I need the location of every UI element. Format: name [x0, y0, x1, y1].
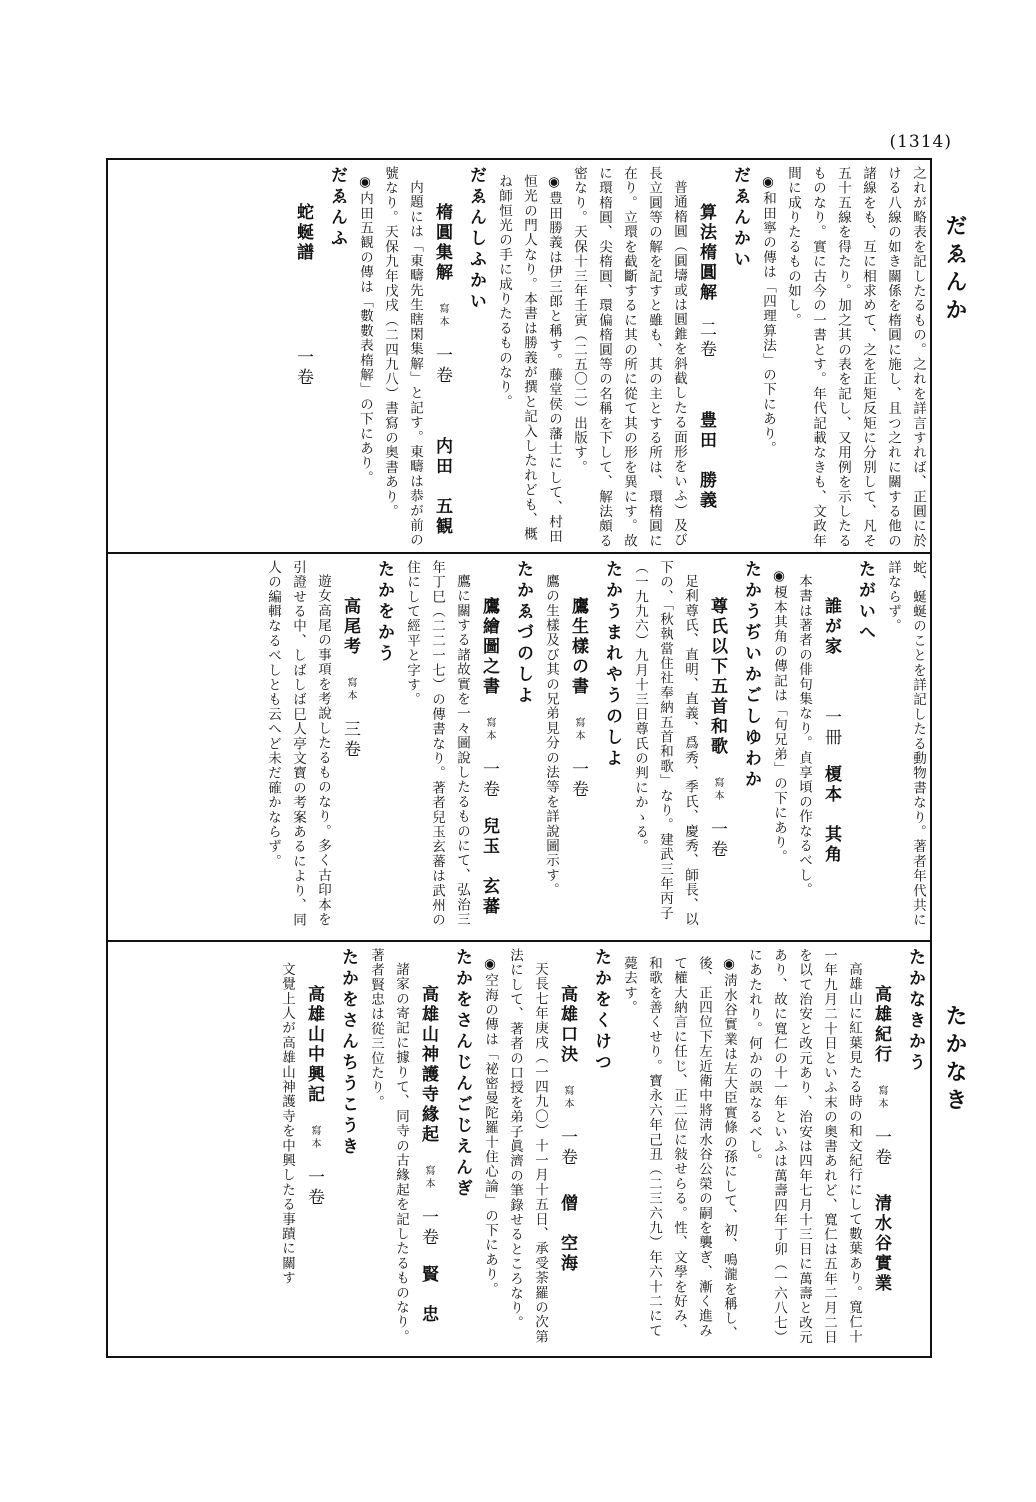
section-divider	[108, 552, 930, 554]
entry-volume: 一卷	[871, 1128, 891, 1169]
entry-heading: たかなきかう	[905, 948, 925, 1074]
entry-title: 高雄山中興記	[304, 985, 324, 1106]
entry-title: 算法楕圓解	[696, 203, 716, 304]
entry-format: 寫本	[345, 677, 356, 704]
entry-title-line	[816, 597, 846, 936]
entry-heading: たかをさんじんごじえんぎ	[452, 948, 472, 1200]
entry-title: 楕圓集解	[432, 203, 452, 284]
entry-title-line	[563, 597, 593, 936]
entry-title-line	[335, 597, 365, 936]
entry-reference: ◉榎本其角の傳記は「句兄弟」の下にあり。	[771, 568, 787, 865]
margin-heading-da: だゑんか	[942, 214, 968, 326]
entry-format: 寫本	[876, 1085, 887, 1112]
entry-heading: だゑんしふかい	[466, 166, 486, 313]
entry-title: 高尾考	[340, 597, 360, 658]
entry-text: 諸家の寄記に據りて、同寺の古緣起を記したるものなり。著者賢忠は從三位たり。	[368, 948, 409, 1344]
entry-heading: たかゑづのしよ	[513, 560, 533, 707]
section-divider	[108, 940, 930, 942]
entry-title-line	[691, 203, 721, 550]
entry-text: 文覺上人が高雄山神護寺を中興したる事蹟に關す	[279, 961, 295, 1285]
entry-text: 高雄山に紅葉見たる時の和文紀行にして數葉あり。寬仁十一年九月二十日といふ末の奥書あれど、寬仁は五年二月二日を以て治安と改元あり、治安は四年七月十三日に萬壽と改元あり、故に寬仁の十一年といふは萬壽四年丁卯（一六八七）にあたれり。何かの誤なるべし。	[746, 948, 862, 1345]
entry-title: 鷹繪圖之書	[479, 597, 499, 698]
page-number: (1314)	[889, 132, 952, 152]
entry-author: 榎本 其角	[821, 765, 841, 866]
entry-format: 寫本	[573, 717, 584, 744]
entry-heading: だゑんふ	[327, 166, 347, 250]
entry-text: 遊女高尾の事項を考說したるものなり。多く古印本を引證せる中、しばしば巳人亭文寶の考案あるにより、同人の編輯なるべしとも云へど未だ確かならず。	[265, 560, 331, 928]
entry-title-line	[552, 985, 582, 1352]
entry-volume: 一卷	[707, 820, 727, 861]
entry-title: 誰が家	[821, 597, 841, 658]
entry-heading: たかうまれやうのしよ	[602, 560, 622, 770]
entry-reference: ◉空海の傳は「祕密曼陀羅十住心論」の下にあり。	[482, 956, 498, 1297]
entry-text: 鷹の生樣及び其の兄弟見分の法等を詳說圖示す。	[543, 573, 559, 897]
entry-title-line	[866, 985, 896, 1352]
entry-volume: 一卷	[479, 760, 499, 801]
entry-volume: 一冊	[821, 708, 841, 749]
entry-author: 豊田 勝義	[696, 411, 716, 512]
section-bottom	[120, 948, 930, 1352]
entry-text: 普通楕圓（圓壔或は圓錐を斜截したる面形をいふ）及び長立圓等の解を記すと雖も、其の主とする所は、環楕圓に在り。立環を截斷するに其の所に從て其の形を異にす。故に環楕圓、尖楕圓、環偏楕圓等の名稱を下して、解法頗る密なり。天保十三年壬寅（二五〇二）出版す。	[571, 166, 687, 549]
entry-format: 寫本	[712, 777, 723, 804]
entry-format: 寫本	[484, 717, 495, 744]
entry-volume: 一卷	[432, 346, 452, 387]
entry-volume: 一卷	[418, 1208, 438, 1249]
entry-reference: ◉和田寧の傳は「四理算法」の下にあり。	[760, 174, 776, 456]
section-middle	[120, 560, 930, 936]
entry-reference: ◉内田五観の傳は「數數表楕解」の下にあり。	[357, 174, 373, 486]
entry-heading: たがいへ	[855, 560, 875, 644]
entry-author: 僧 空海	[557, 1193, 577, 1274]
entry-title: 高雄口決	[557, 985, 577, 1066]
entry-text: 内題には「東疇先生瞎閑集解」と記す。東疇は恭が前の號なり。天保九年戊戌（二四九八）書寫の奥書あり。	[382, 166, 423, 547]
entry-heading: だゑんかい	[730, 166, 750, 271]
entry-author: 清水谷實業	[871, 1193, 891, 1294]
entry-volume: 一卷	[304, 1168, 324, 1209]
entry-title-line	[427, 203, 457, 550]
entry-format: 寫本	[562, 1085, 573, 1112]
entry-text: 足利尊氏、直明、直義、爲秀、季氏、慶秀、師長、以下の、「秋執當住社奉納五首和歌」なり。建武三年丙子（一九九六）九月十三日尊氏の判にかゝる。	[632, 560, 698, 927]
entry-title: 高雄紀行	[871, 985, 891, 1066]
entry-text: 天長七年庚戌（一四九〇）十一月十五日、承受荼羅の次第法にして、著者の口授を弟子眞濟の筆錄せるところなり。	[507, 948, 548, 1344]
entry-title-line	[288, 203, 318, 550]
entry-volume: 三卷	[340, 720, 360, 761]
entry-heading: たかうぢいかごしゆわか	[741, 560, 761, 791]
entry-author: 内田 五観	[432, 437, 452, 538]
entry-volume: 一卷	[568, 760, 588, 801]
entry-text: 之れが略表を記したるもの。之れを詳言すれば、正圓に於ける八線の如き關係を楕圓に施し、且つ之れに關する他の諸線をも、互に相求めて、之を正矩反矩に分別して、凡そ五十五線を得たり。加之其の表を記し、又用例を示したるものなり。實に古今の一書とす。年代記載なきも、文政年間に成りたるもの如し。	[785, 166, 926, 549]
entry-volume: 一卷	[557, 1128, 577, 1169]
entry-volume: 一卷	[293, 348, 313, 389]
entry-title: 尊氏以下五首和歌	[707, 597, 727, 758]
entry-author: 賢 忠	[418, 1265, 438, 1326]
entry-author: 兒玉 玄蕃	[479, 817, 499, 918]
entry-format: 寫本	[423, 1165, 434, 1192]
entry-heading: たかをかう	[374, 560, 394, 665]
entry-text: 本書は著者の俳句集なり。貞享頃の作なるべし。	[796, 573, 812, 897]
entry-reference: ◉豊田勝義は伊三郎と稱す。藤堂侯の藩士にして、村田恒光の門人なり。本書は勝義が撰と記入したれども、概ね師恒光の手に成りたるものなり。	[496, 174, 562, 545]
entry-volume: 二卷	[696, 320, 716, 361]
entry-title: 高雄山神護寺緣起	[418, 985, 438, 1146]
entry-format: 寫本	[437, 303, 448, 330]
entry-title-line	[299, 985, 329, 1352]
entry-reference: ◉淸水谷實業は左大臣實條の孫にして、初、鳴瀧を稱し、後、正四位下左近衛中將淸水谷公榮の嗣を襲ぎ、漸く進みて權大納言に任じ、正二位に敍せらる。性、文學を好み、和歌を善くせり。寶永六年己丑（二三六九）年六十二にて薨去す。	[621, 956, 737, 1341]
entry-title-line	[413, 985, 443, 1352]
entry-title-line	[702, 597, 732, 936]
entry-title: 蛇蜒譜	[293, 203, 313, 264]
entry-title: 鷹生樣の書	[568, 597, 588, 698]
margin-heading-ta: たかなき	[942, 1004, 968, 1116]
section-top	[120, 166, 930, 550]
entry-text: 鷹に關する諸故實を一々圖說したるものにて、弘治三年丁巳（二二一七）の傳書なり。著者兒玉玄蕃は武州の住にして經平と字す。	[404, 560, 470, 928]
entry-heading: たかをさんちうこうき	[338, 948, 358, 1158]
entry-title-line	[474, 597, 504, 936]
entry-heading: たかをくけつ	[591, 948, 611, 1074]
entry-text: 蛇、蜒蜒のことを詳記したる動物書なり。著者年代共に詳ならず。	[885, 560, 926, 928]
entry-format: 寫本	[309, 1125, 320, 1152]
